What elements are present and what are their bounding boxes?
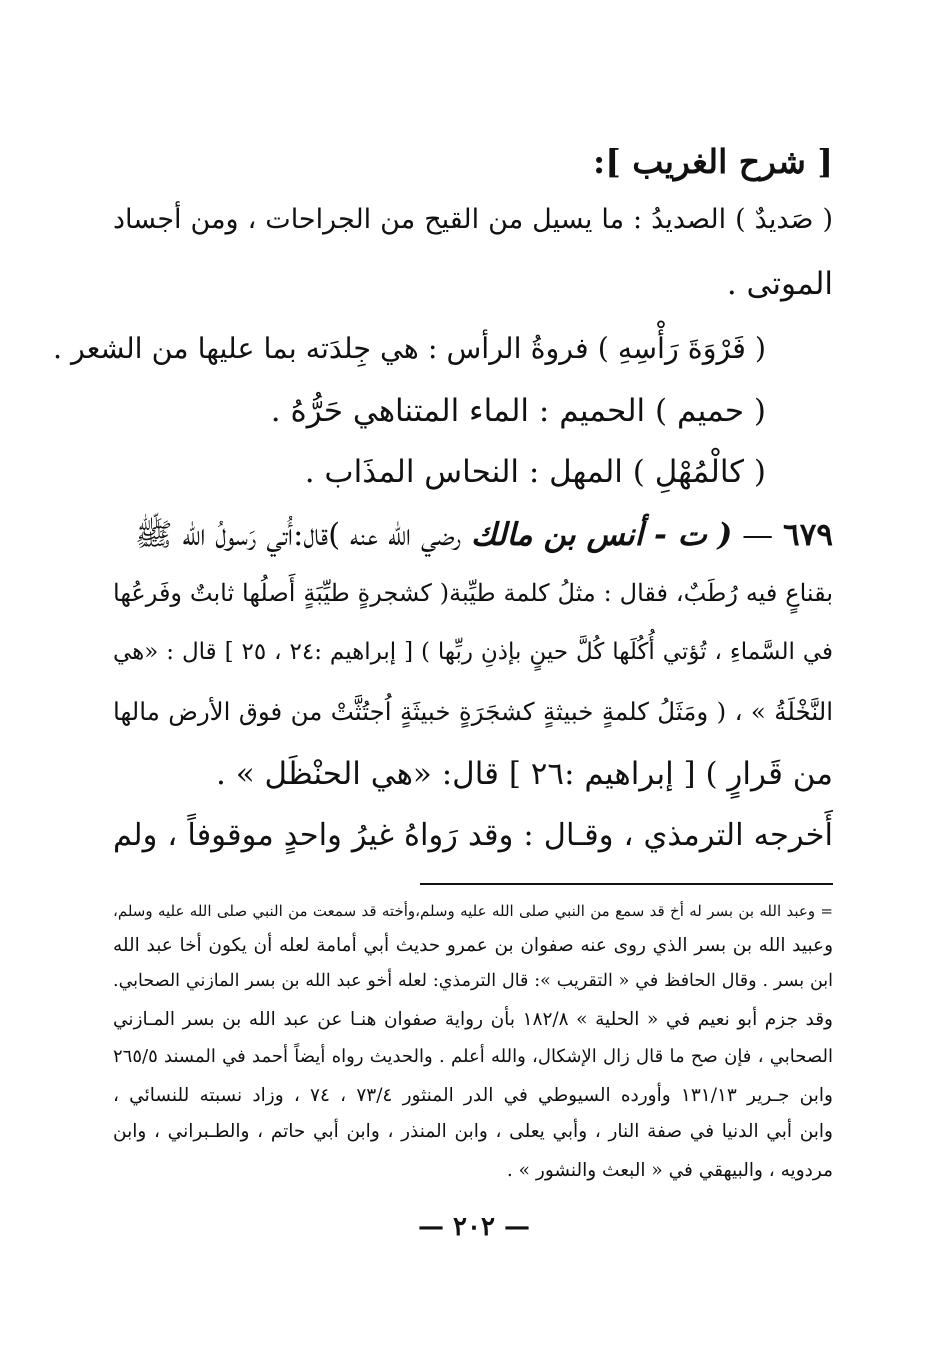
gloss-line-1: ( صَديدٌ ) الصديدُ : ما يسيل من القيح من الجراحات ، ومن أجساد [113,204,833,235]
footnote-line-1: = وعبد الله بن بسر له أخ قد سمع من النبي صلى الله عليه وسلم،وأخته قد سمعت من النبي صلى الله عليه وسلم، [113,902,833,920]
footnote-line-6: وابن جـرير ١٣١/١٣ وأورده السيوطي في الدر المنثور ٧٣/٤ ، ٧٤ ، وزاد نسبته للنسائي ، [113,1085,833,1106]
footnote-line-4: وقد جزم أبو نعيم في « الحلية » ١٨٢/٨ بأن رواية صفوان هنـا عن عبد الله بن بسر المـازني [113,1009,833,1030]
hadith-line-2: بقناعٍ فيه رُطَبٌ، فقال : مثلُ كلمة طيِّبة( كشجرةٍ طيِّبَةٍ أَصلُها ثابتٌ وفَرعُها [113,579,833,607]
section-heading: [ شرح الغريب ]: [593,142,833,181]
gloss-line-5: ( كالْمُهْلِ ) المهل : النحاس المذَاب . [304,454,766,490]
hadith-line-6: أَخرجه الترمذي ، وقـال : وقد رَواهُ غيرُ واحدٍ موقوفاً ، ولم [113,818,833,853]
hadith-line-5: من قَرارٍ ) [ إبراهيم :٢٦ ] قال: «هي الحنْظَل » . [216,756,833,792]
hadith-dash: — [732,517,784,553]
gloss-line-3: ( فَرْوَةَ رَأْسِهِ ) فروةُ الرأس : هي جِلدَته بما عليها من الشعر . [52,332,766,365]
footnote-line-7: وابن أبي الدنيا في صفة النار ، وأبي يعلى ، وابن المنذر ، وابن أبي حاتم ، والطـبراني ، وابن [113,1121,833,1142]
gloss-line-2: الموتى . [726,266,833,302]
hadith-source-name: ( ت - أنس بن مالك [471,517,733,553]
page-number: — ٢٠٢ — [417,1212,531,1242]
hadith-first-line [135,518,833,554]
footnote-line-8: مردويه ، والبيهقي في « البعث والنشور » . [506,1160,833,1181]
hadith-number: ٦٧٩ [783,517,833,553]
hadith-line-3: في السَّماءِ ، تُؤتي أُكُلَها كُلَّ حينٍ بإذنِ ربِّها ) [ إبراهيم :٢٤ ، ٢٥ ] قال : «هي [113,639,834,665]
footnote-line-3: ابن بسر . وقال الحافظ في « التقريب »: قال الترمذي: لعله أخو عبد الله بن بسر المازني الصحابي. [113,971,833,991]
footnote-line-5: الصحابي ، فإن صح ما قال زال الإشكال، والله أعلم . والحديث رواه أيضاً أحمد في المسند ٢٦٥/٥ [113,1046,833,1067]
hadith-intro: رضي الله عنه )قال:أُتي رَسولُ الله ﷺ [134,517,472,553]
footnote-line-2: وعبيد الله بن بسر الذي روى عنه صفوان بن عمرو حديث أبي أمامة لعله أن يكون أخا عبد الله [113,935,833,956]
gloss-line-4: ( حميم ) الحميم : الماء المتناهي حَرُّهُ . [270,393,766,429]
hadith-line-4: النَّخْلَةُ » ، ( ومَثَلُ كلمةٍ خبيثةٍ كشجَرَةٍ خبيثَةٍ اُجتُثَّتْ من فوق الأرض مالها [113,697,833,726]
footnote-divider [420,883,833,885]
